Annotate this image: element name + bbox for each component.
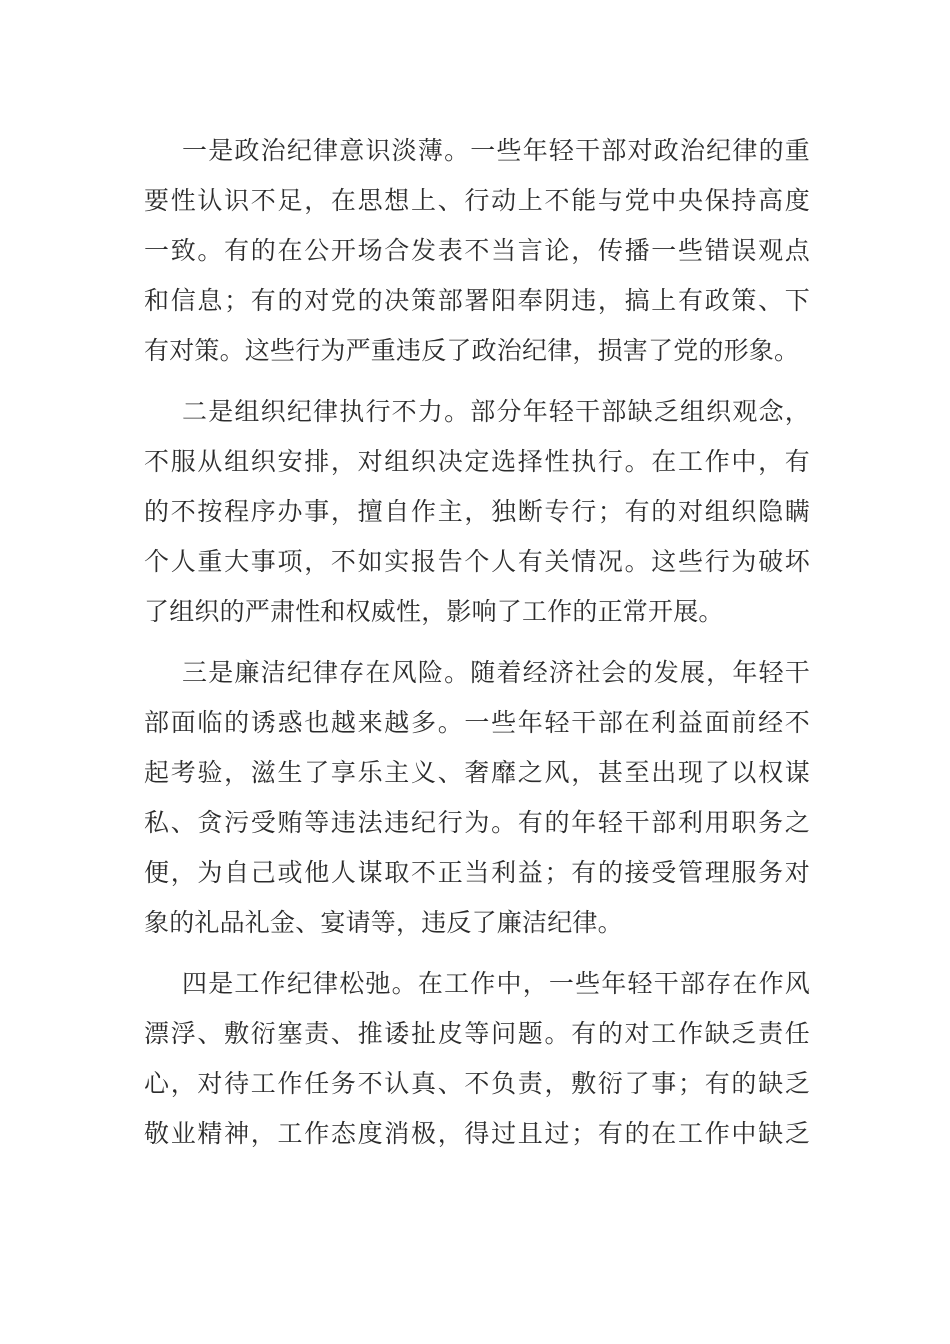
text-line: 不服从组织安排，对组织决定选择性执行。在工作中，有: [144, 447, 810, 476]
text-line: 一是政治纪律意识淡薄。一些年轻干部对政治纪律的重: [182, 136, 810, 165]
text-line: 敬业精神，工作态度消极，得过且过；有的在工作中缺乏: [144, 1119, 810, 1148]
paragraph-political-discipline: [144, 126, 810, 376]
text-line: 私、贪污受贿等违法违纪行为。有的年轻干部利用职务之: [144, 808, 810, 837]
paragraph-organizational-discipline: [144, 387, 810, 637]
text-line: 四是工作纪律松弛。在工作中，一些年轻干部存在作风: [182, 969, 810, 998]
document-page: [144, 126, 810, 1170]
text-line: 的不按程序办事，擅自作主，独断专行；有的对组织隐瞒: [144, 497, 810, 526]
text-line: 起考验，滋生了享乐主义、奢靡之风，甚至出现了以权谋: [144, 758, 810, 787]
text-line: 二是组织纪律执行不力。部分年轻干部缺乏组织观念，: [182, 397, 810, 426]
text-line: 部面临的诱惑也越来越多。一些年轻干部在利益面前经不: [144, 708, 810, 737]
text-line: 漂浮、敷衍塞责、推诿扯皮等问题。有的对工作缺乏责任: [144, 1019, 810, 1048]
text-line: 了组织的严肃性和权威性，影响了工作的正常开展。: [144, 597, 724, 626]
text-line: 有对策。这些行为严重违反了政治纪律，损害了党的形象。: [144, 336, 800, 365]
paragraph-integrity-discipline: [144, 648, 810, 948]
text-line: 三是廉洁纪律存在风险。随着经济社会的发展，年轻干: [182, 658, 810, 687]
text-line: 要性认识不足，在思想上、行动上不能与党中央保持高度: [144, 186, 810, 215]
text-line: 象的礼品礼金、宴请等，违反了廉洁纪律。: [144, 908, 623, 937]
text-line: 和信息；有的对党的决策部署阳奉阴违，搞上有政策、下: [144, 286, 810, 315]
text-line: 个人重大事项，不如实报告个人有关情况。这些行为破坏: [144, 547, 810, 576]
text-line: 一致。有的在公开场合发表不当言论，传播一些错误观点: [144, 236, 810, 265]
text-line: 心，对待工作任务不认真、不负责，敷衍了事；有的缺乏: [144, 1069, 810, 1098]
paragraph-work-discipline: [144, 959, 810, 1159]
text-line: 便，为自己或他人谋取不正当利益；有的接受管理服务对: [144, 858, 810, 887]
